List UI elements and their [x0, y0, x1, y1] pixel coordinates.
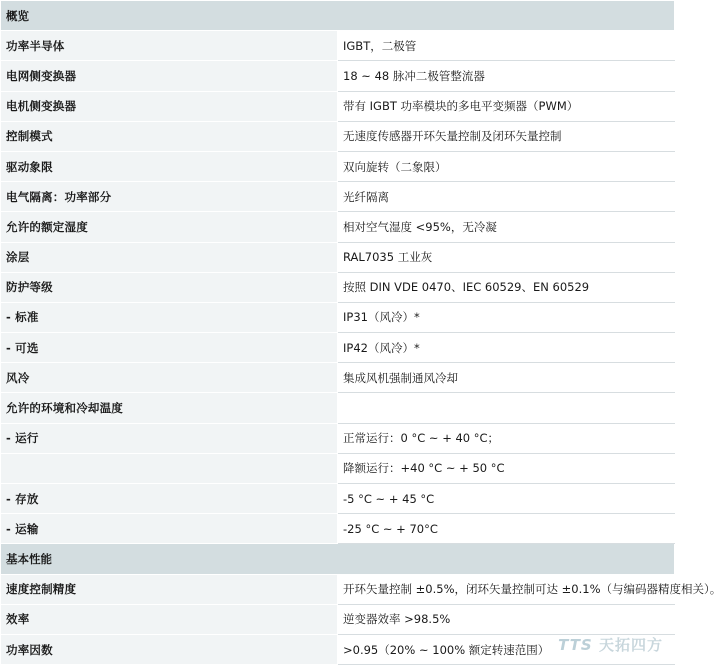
table-row	[1, 121, 675, 151]
row-value: 相对空气湿度 <95%，无冷凝	[338, 212, 675, 242]
table-row	[1, 363, 675, 393]
watermark-logo-text: TTS	[558, 636, 593, 655]
table-row	[1, 31, 675, 61]
row-label: 风冷	[1, 363, 338, 393]
table-row	[1, 182, 675, 212]
table-row	[1, 272, 675, 302]
table-row	[1, 91, 675, 121]
row-value: IP31（风冷）*	[338, 302, 675, 332]
row-value: 18 ~ 48 脉冲二极管整流器	[338, 61, 675, 91]
row-label: 电网侧变换器	[1, 61, 338, 91]
row-label: 允许的环境和冷却温度	[1, 393, 338, 423]
section-header	[1, 544, 675, 574]
row-label: - 运输	[1, 514, 338, 544]
row-value: >0.95（20% ~ 100% 额定转速范围）	[338, 634, 675, 664]
table-row	[1, 302, 675, 332]
row-value: 按照 DIN VDE 0470、IEC 60529、EN 60529	[338, 272, 675, 302]
row-label: - 标准	[1, 302, 338, 332]
table-row	[1, 61, 675, 91]
row-label: 驱动象限	[1, 151, 338, 181]
row-value: 光纤隔离	[338, 182, 675, 212]
row-label: 控制模式	[1, 121, 338, 151]
row-label: 防护等级	[1, 272, 338, 302]
table-row	[1, 604, 675, 634]
table-row	[1, 423, 675, 453]
row-value: 正常运行：0 °C ~ + 40 °C；	[338, 423, 675, 453]
section-title: 概览	[1, 1, 675, 31]
row-value	[338, 393, 675, 423]
table-row	[1, 484, 675, 514]
row-value: 双向旋转（二象限）	[338, 151, 675, 181]
row-label: 效率	[1, 604, 338, 634]
row-label: 功率半导体	[1, 31, 338, 61]
row-label: 涂层	[1, 242, 338, 272]
watermark-logo	[558, 634, 663, 655]
table-row	[1, 574, 675, 604]
row-label: - 运行	[1, 423, 338, 453]
row-label: 电气隔离：功率部分	[1, 182, 338, 212]
row-label: 允许的额定湿度	[1, 212, 338, 242]
table-row	[1, 453, 675, 483]
row-label: 速度控制精度	[1, 574, 338, 604]
section-title: 基本性能	[1, 544, 675, 574]
table-row	[1, 393, 675, 423]
row-value: 带有 IGBT 功率模块的多电平变频器（PWM）	[338, 91, 675, 121]
table-row	[1, 212, 675, 242]
section-header	[1, 1, 675, 31]
row-value: 逆变器效率 >98.5%	[338, 604, 675, 634]
table-row	[1, 333, 675, 363]
row-value: IGBT，二极管	[338, 31, 675, 61]
row-label: - 可选	[1, 333, 338, 363]
row-value: IP42（风冷）*	[338, 333, 675, 363]
row-label: 功率因数	[1, 634, 338, 664]
table-row	[1, 242, 675, 272]
row-value: -25 °C ~ + 70°C	[338, 514, 675, 544]
table-row	[1, 514, 675, 544]
row-value: RAL7035 工业灰	[338, 242, 675, 272]
row-value: 集成风机强制通风冷却	[338, 363, 675, 393]
row-value: 降额运行：+40 °C ~ + 50 °C	[338, 453, 675, 483]
row-value: -5 °C ~ + 45 °C	[338, 484, 675, 514]
row-label: 电机侧变换器	[1, 91, 338, 121]
row-label	[1, 453, 338, 483]
row-value: 无速度传感器开环矢量控制及闭环矢量控制	[338, 121, 675, 151]
watermark-company: 天拓四方	[598, 636, 663, 655]
table-row	[1, 151, 675, 181]
row-label: - 存放	[1, 484, 338, 514]
row-value: 开环矢量控制 ±0.5%，闭环矢量控制可达 ±0.1%（与编码器精度相关）。	[338, 574, 675, 604]
